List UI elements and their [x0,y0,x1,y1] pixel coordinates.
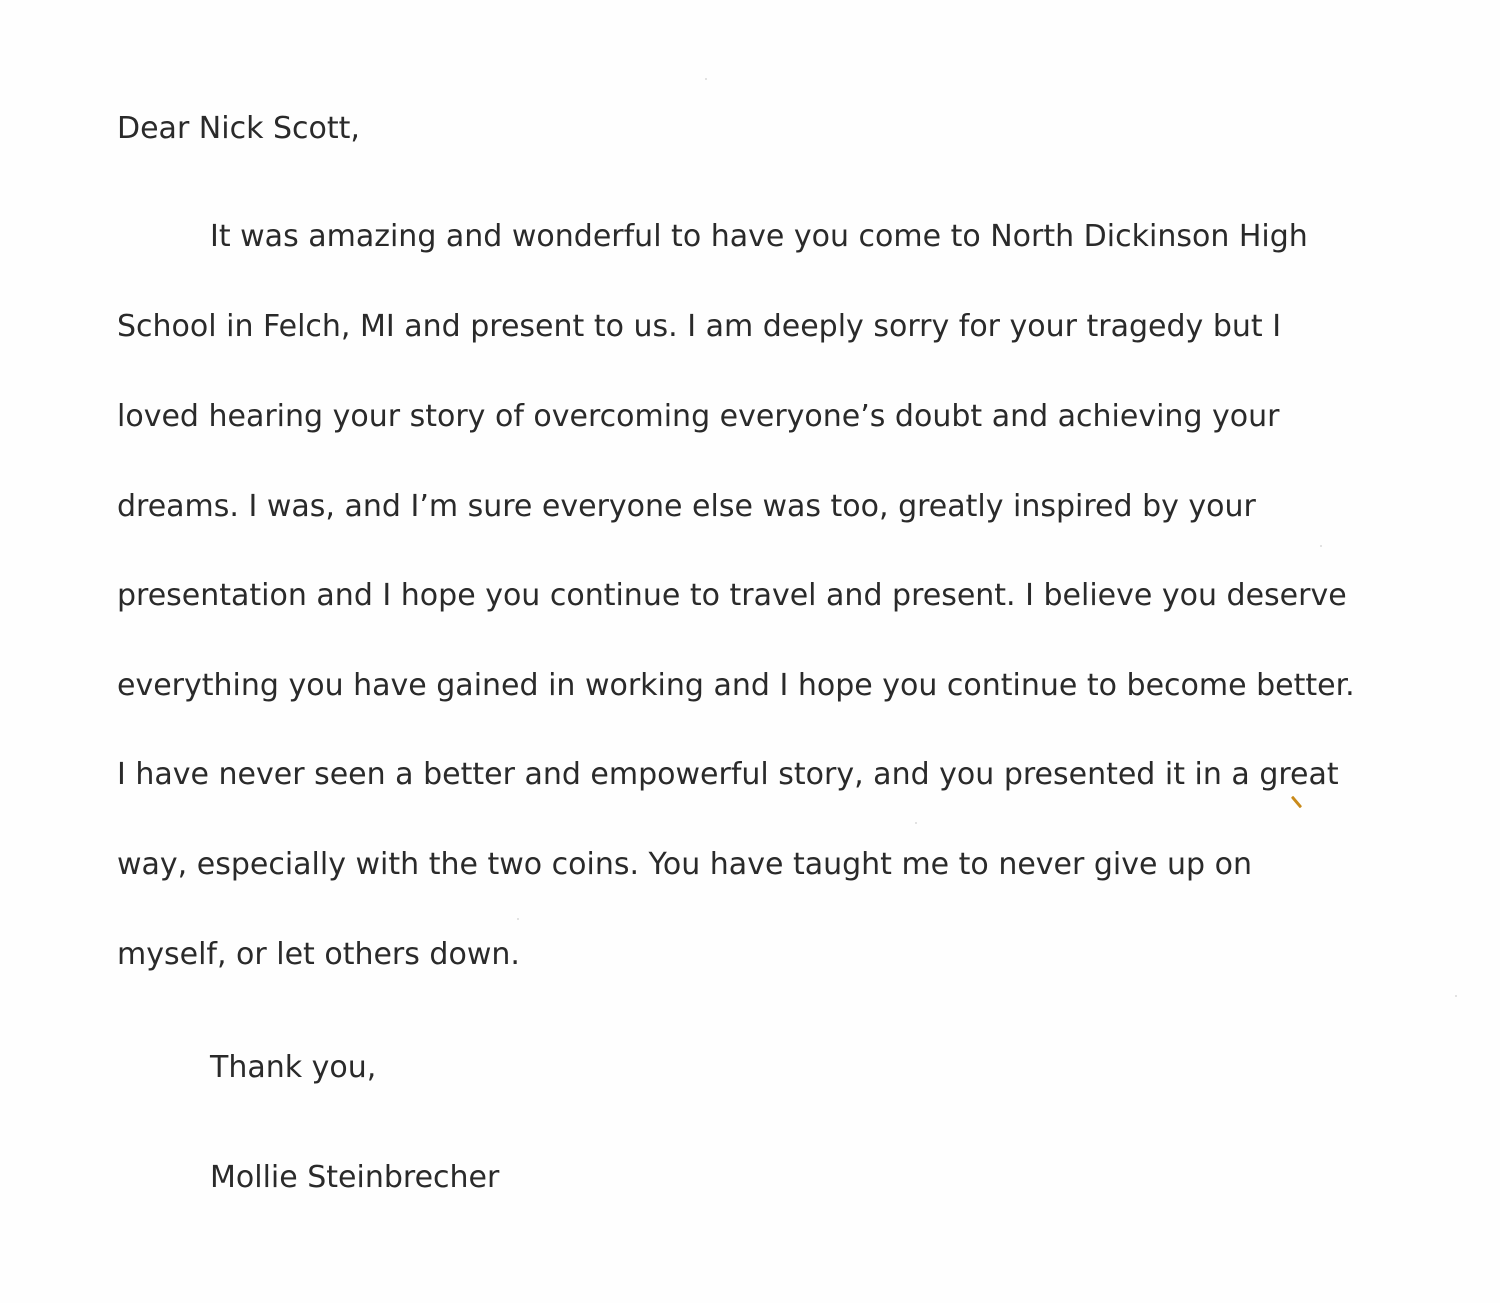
body-line-7: I have never seen a better and empowerful story, and you presented it in a great [117,757,1339,792]
body-line-4: dreams. I was, and I’m sure everyone else was too, greatly inspired by your [117,489,1256,524]
letter-greeting: Dear Nick Scott, [117,111,360,146]
body-line-9: myself, or let others down. [117,937,520,972]
paper-speck [705,78,707,80]
paper-speck [1455,995,1457,997]
body-line-8: way, especially with the two coins. You have taught me to never give up on [117,847,1252,882]
stray-pen-mark [1291,796,1302,809]
letter-signature: Mollie Steinbrecher [210,1160,500,1195]
body-line-3: loved hearing your story of overcoming everyone’s doubt and achieving your [117,399,1280,434]
paper-speck [915,822,917,824]
letter-closing: Thank you, [210,1050,377,1085]
paper-speck [517,918,519,920]
body-line-1: It was amazing and wonderful to have you come to North Dickinson High [210,219,1308,254]
body-line-2: School in Felch, MI and present to us. I am deeply sorry for your tragedy but I [117,309,1282,344]
body-line-6: everything you have gained in working and I hope you continue to become better. [117,668,1355,703]
paper-speck [1320,545,1322,547]
body-line-5: presentation and I hope you continue to travel and present. I believe you deserve [117,578,1347,613]
